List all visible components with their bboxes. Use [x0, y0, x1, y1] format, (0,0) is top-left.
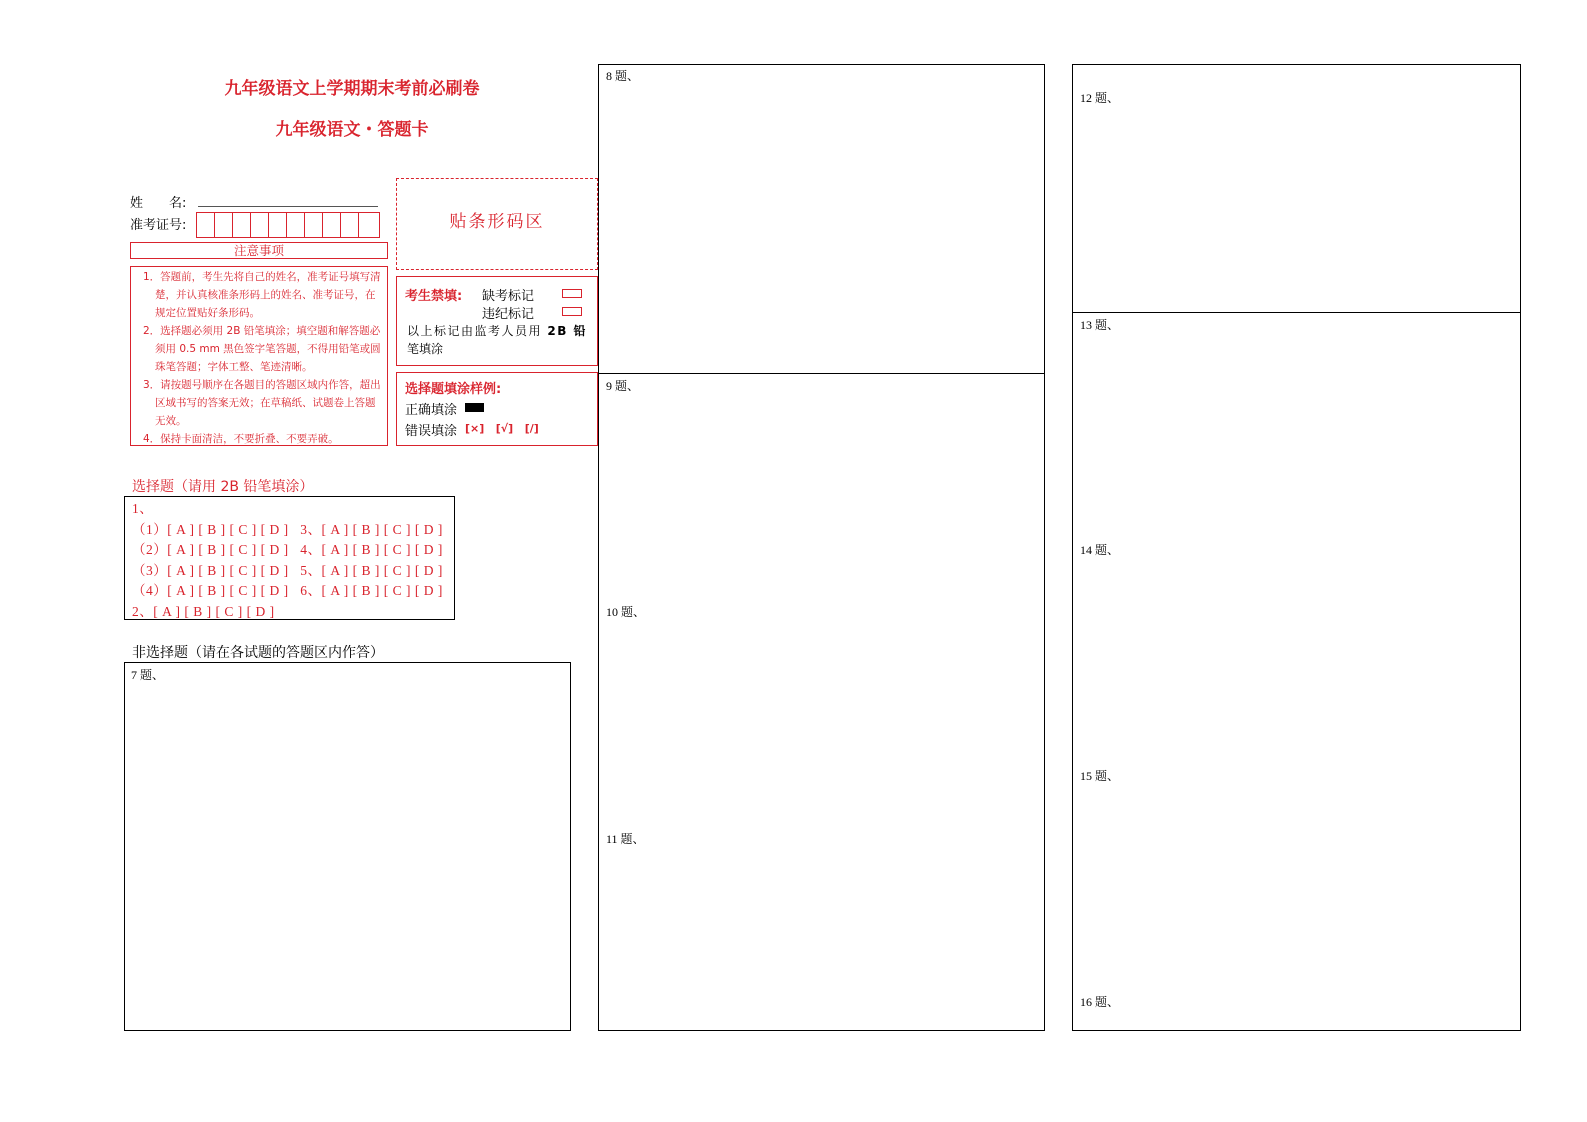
mc-question-1-label: 1、	[132, 501, 154, 516]
proctor-box	[396, 276, 598, 366]
correct-fill-sample	[465, 403, 484, 412]
notice-heading: 注意事项	[130, 242, 388, 259]
id-digit-box[interactable]	[341, 213, 359, 237]
q7-label: 7 题、	[131, 668, 165, 682]
answer-column-middle	[598, 64, 1045, 1031]
wrong-fill-label: 错误填涂	[405, 424, 458, 439]
proctor-label: 考生禁填:	[405, 289, 463, 304]
fill-example-box	[396, 372, 598, 446]
wrong-fill-sample-slash: [/]	[524, 422, 539, 435]
name-label: 姓 名:	[130, 196, 187, 211]
barcode-area	[396, 178, 598, 270]
mc-answer-box	[124, 496, 455, 620]
mc-section-heading: 选择题（请用 2B 铅笔填涂）	[132, 479, 314, 495]
proctor-note-a: 以上标记由监考人员用	[407, 324, 543, 338]
violation-mark-label: 违纪标记	[482, 307, 535, 322]
answer-column-right	[1072, 64, 1521, 1031]
q16-label: 16 题、	[1080, 995, 1120, 1009]
mc-answer-row[interactable]: （4）[ A ] [ B ] [ C ] [ D ] 6、[ A ] [ B ] [ C ] [ D ]	[132, 583, 443, 598]
id-digit-box[interactable]	[323, 213, 341, 237]
correct-fill-label: 正确填涂	[405, 403, 458, 418]
proctor-note-b: 2B 铅	[547, 324, 588, 338]
q8-label: 8 题、	[606, 69, 640, 83]
violation-mark-box[interactable]	[562, 307, 582, 316]
id-digit-box[interactable]	[197, 213, 215, 237]
answer-area-q7[interactable]	[124, 662, 571, 1031]
wrong-fill-sample-x: [×]	[465, 422, 485, 435]
q12-label: 12 题、	[1080, 91, 1120, 105]
exam-title: 九年级语文上学期期末考前必刷卷	[224, 79, 480, 99]
absent-mark-box[interactable]	[562, 289, 582, 298]
id-digit-box[interactable]	[215, 213, 233, 237]
q13-label: 13 题、	[1080, 318, 1120, 332]
answer-card-title: 九年级语文・答题卡	[275, 120, 429, 140]
barcode-label: 贴条形码区	[449, 212, 545, 232]
id-label: 准考证号:	[130, 218, 187, 233]
id-digit-box[interactable]	[359, 213, 377, 237]
q10-label: 10 题、	[606, 605, 646, 619]
mc-answer-row[interactable]: （2）[ A ] [ B ] [ C ] [ D ] 4、[ A ] [ B ] [ C ] [ D ]	[132, 542, 443, 557]
q9-label: 9 题、	[606, 379, 640, 393]
notice-box	[130, 266, 388, 446]
id-digit-box[interactable]	[305, 213, 323, 237]
id-number-grid[interactable]	[196, 212, 380, 238]
proctor-note-c: 笔填涂	[407, 342, 444, 356]
name-field[interactable]	[198, 206, 378, 207]
notice-item: 1．答题前，考生先将自己的姓名，准考证号填写清楚，并认真核准条形码上的姓名、准考证号，在规定位置贴好条形码。	[143, 271, 381, 319]
fill-example-heading: 选择题填涂样例:	[405, 382, 502, 397]
wrong-fill-sample-check: [√]	[495, 422, 514, 435]
absent-mark-label: 缺考标记	[482, 289, 535, 304]
mc-answer-row-q2[interactable]: 2、[ A ] [ B ] [ C ] [ D ]	[132, 603, 275, 619]
answer-area-q8[interactable]	[599, 65, 1044, 374]
notice-item: 2．选择题必须用 2B 铅笔填涂；填空题和解答题必须用 0.5 mm 黑色签字笔答题，不得用铅笔或圆珠笔答题；字体工整、笔迹清晰。	[143, 325, 381, 373]
q15-label: 15 题、	[1080, 769, 1120, 783]
mc-answer-row[interactable]: （1）[ A ] [ B ] [ C ] [ D ] 3、[ A ] [ B ] [ C ] [ D ]	[132, 521, 443, 537]
id-digit-box[interactable]	[233, 213, 251, 237]
mc-answer-row[interactable]: （3）[ A ] [ B ] [ C ] [ D ] 5、[ A ] [ B ] [ C ] [ D ]	[132, 562, 443, 578]
id-digit-box[interactable]	[287, 213, 305, 237]
non-mc-section-heading: 非选择题（请在各试题的答题区内作答）	[132, 645, 384, 661]
notice-item: 4．保持卡面清洁，不要折叠、不要弄破。	[143, 433, 339, 445]
notice-item: 3．请按题号顺序在各题目的答题区域内作答，超出区域书写的答案无效；在草稿纸、试题卷上答题无效。	[143, 379, 381, 427]
q11-label: 11 题、	[606, 832, 645, 846]
id-digit-box[interactable]	[269, 213, 287, 237]
answer-area-q12[interactable]	[1073, 65, 1520, 313]
id-digit-box[interactable]	[251, 213, 269, 237]
q14-label: 14 题、	[1080, 543, 1120, 557]
